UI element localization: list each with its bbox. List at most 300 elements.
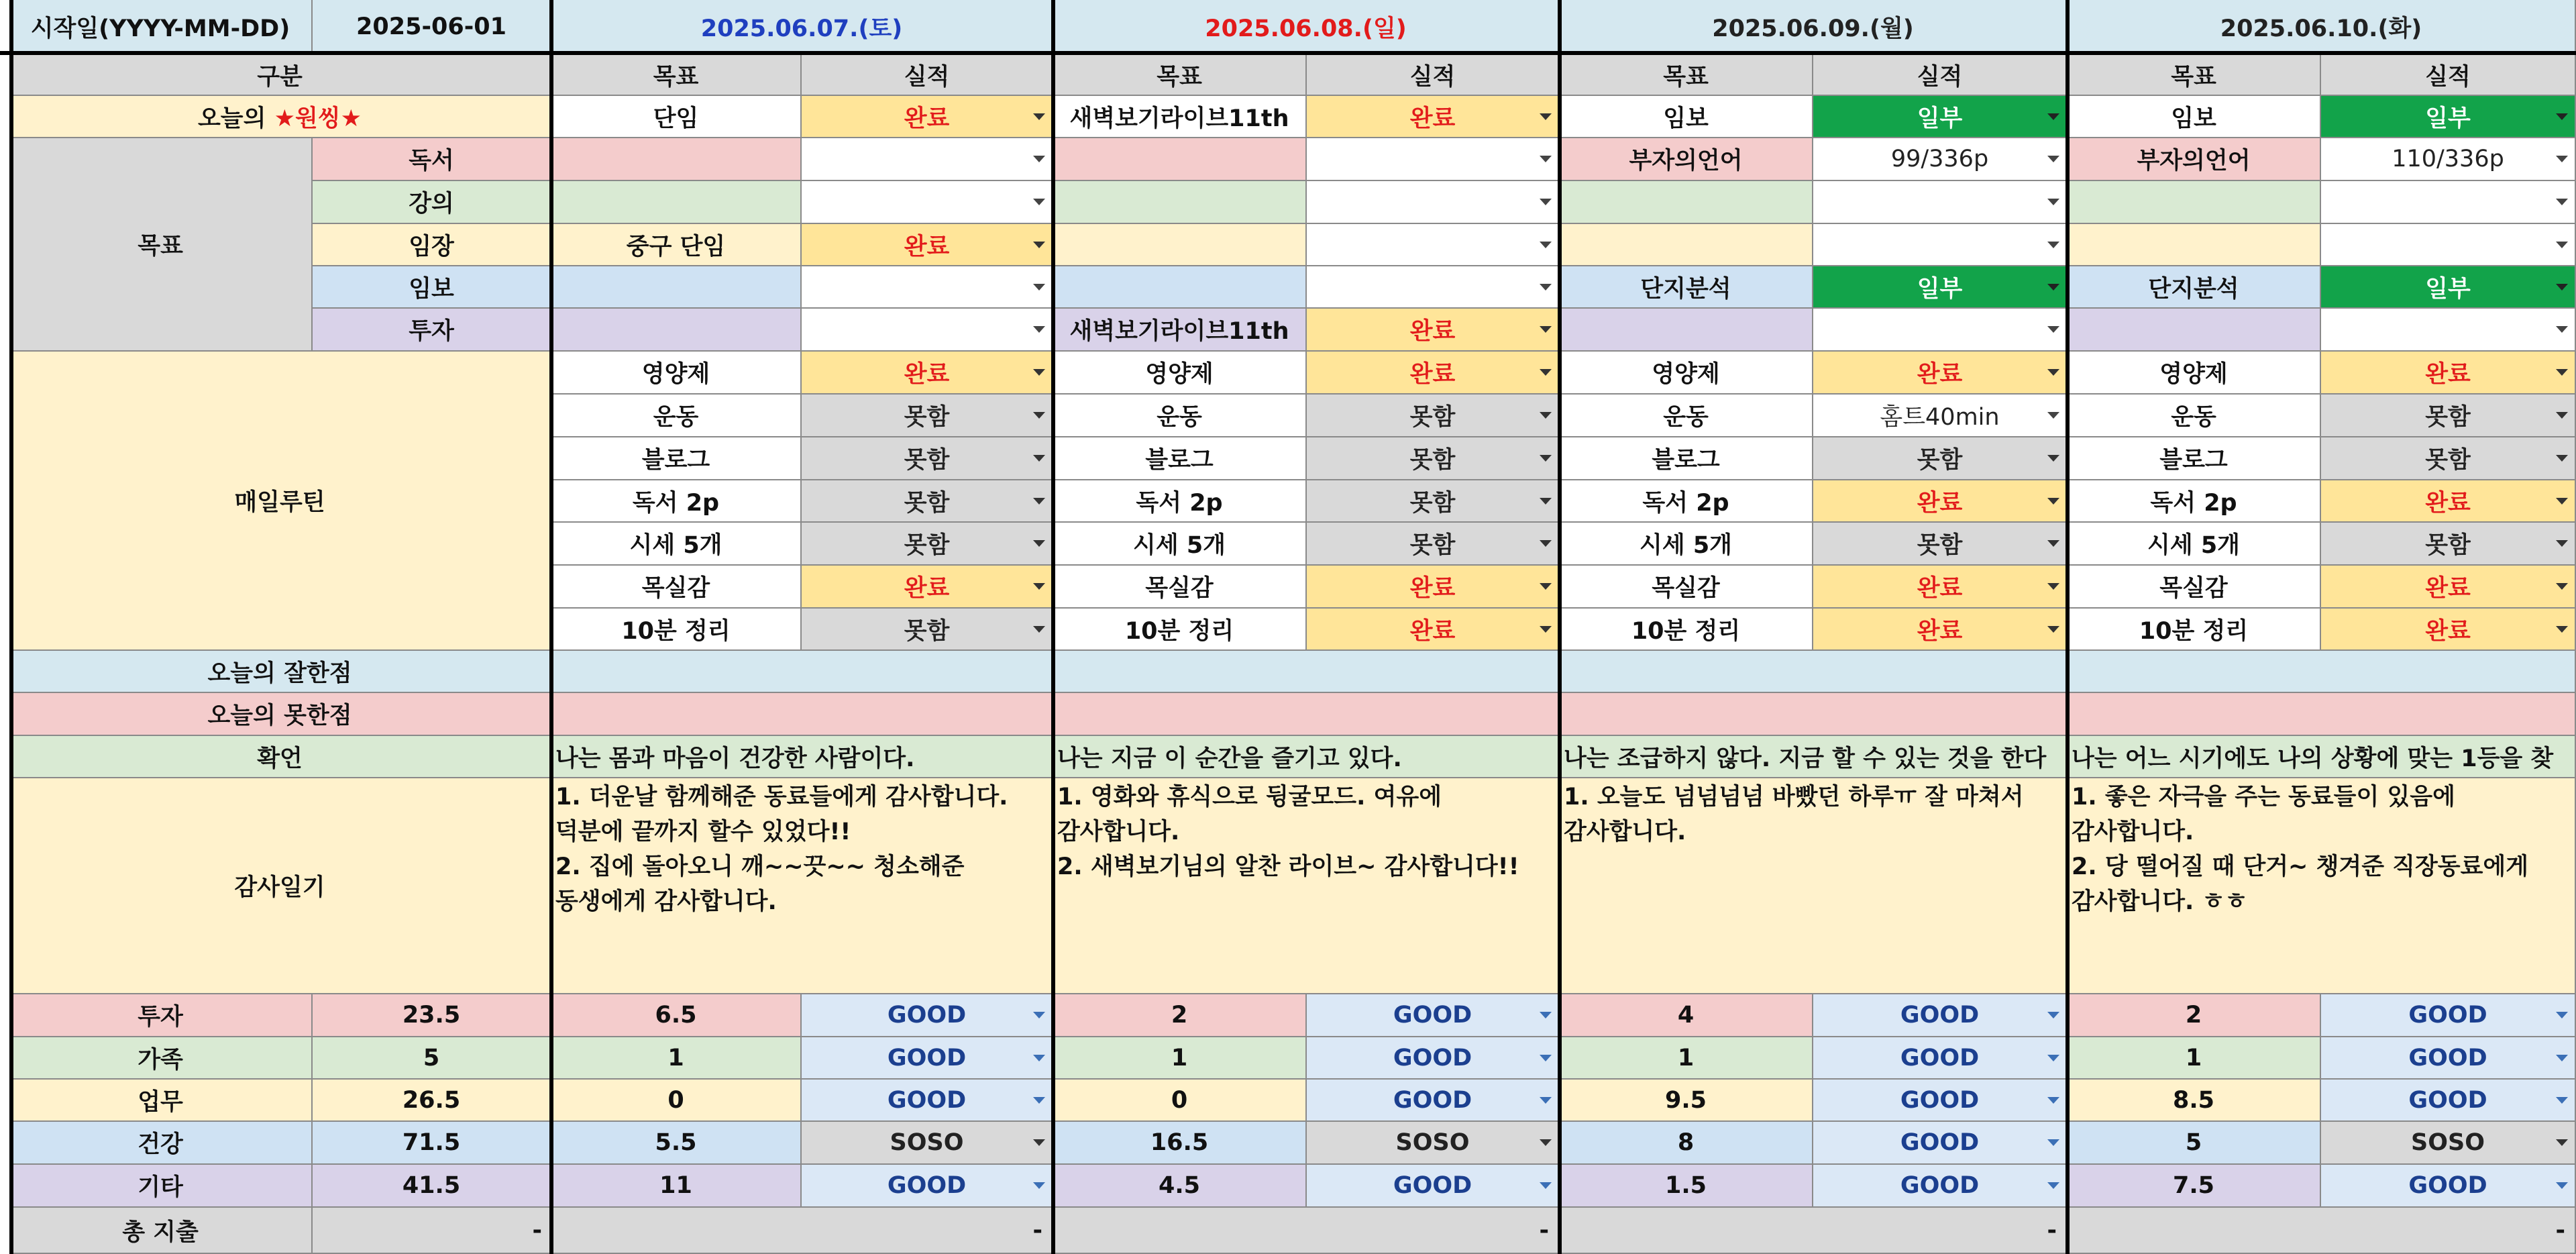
bad-point-input[interactable] bbox=[1053, 693, 1560, 736]
goal-col-header bbox=[2068, 55, 2321, 96]
goal-item-label-text: 독서 bbox=[409, 148, 454, 174]
goal-result-dropdown[interactable] bbox=[1813, 309, 2068, 352]
routine-result-dropdown-text: 못함 bbox=[1917, 447, 1963, 474]
goal-result-dropdown[interactable] bbox=[2321, 224, 2576, 266]
chevron-down-icon[interactable] bbox=[1540, 113, 1552, 120]
routine-result-dropdown-text: 완료 bbox=[2425, 617, 2471, 645]
routine-result-dropdown[interactable] bbox=[1813, 609, 2068, 651]
spend-status-dropdown[interactable] bbox=[2321, 1037, 2576, 1080]
routine-result-dropdown-text: 못함 bbox=[2425, 404, 2471, 431]
day-date-header bbox=[2068, 0, 2576, 55]
routine-name-text: 블로그 bbox=[2159, 447, 2228, 474]
spend-value[interactable] bbox=[551, 1122, 802, 1165]
chevron-down-icon[interactable] bbox=[1033, 583, 1045, 590]
routine-name bbox=[551, 523, 802, 566]
one-thing-goal[interactable] bbox=[551, 96, 802, 138]
spend-status-dropdown[interactable] bbox=[1307, 1080, 1560, 1122]
chevron-down-icon[interactable] bbox=[1033, 455, 1045, 462]
start-date-value-text: 2025-06-01 bbox=[356, 13, 506, 40]
chevron-down-icon[interactable] bbox=[2556, 626, 2568, 633]
goal-result-dropdown[interactable] bbox=[1813, 266, 2068, 309]
goal-result-dropdown[interactable] bbox=[802, 181, 1053, 224]
goal-result-dropdown[interactable] bbox=[802, 224, 1053, 266]
routine-name bbox=[551, 480, 802, 523]
goal-cell[interactable] bbox=[2068, 266, 2321, 309]
goal-result-dropdown[interactable] bbox=[1307, 266, 1560, 309]
chevron-down-icon[interactable] bbox=[1540, 199, 1552, 205]
chevron-down-icon[interactable] bbox=[2556, 284, 2568, 291]
routine-name-text: 운동 bbox=[653, 404, 699, 431]
chevron-down-icon[interactable] bbox=[1540, 412, 1552, 419]
spend-status-dropdown-text: SOSO bbox=[2411, 1129, 2485, 1156]
spend-category-total-text: 26.5 bbox=[402, 1086, 461, 1114]
bad-point-input[interactable] bbox=[2068, 693, 2576, 736]
chevron-down-icon[interactable] bbox=[1540, 284, 1552, 291]
routine-name bbox=[551, 352, 802, 395]
routine-result-dropdown[interactable] bbox=[2321, 609, 2576, 651]
chevron-down-icon[interactable] bbox=[1540, 1055, 1552, 1061]
day-date-header-text: 2025.06.07.(토) bbox=[700, 15, 903, 42]
goal-result-dropdown[interactable] bbox=[802, 138, 1053, 181]
chevron-down-icon[interactable] bbox=[1540, 455, 1552, 462]
spend-value[interactable] bbox=[551, 1165, 802, 1208]
goal-cell[interactable] bbox=[1560, 181, 1813, 224]
spend-value[interactable] bbox=[1053, 1122, 1307, 1165]
spend-value[interactable] bbox=[2068, 994, 2321, 1037]
chevron-down-icon[interactable] bbox=[1540, 498, 1552, 505]
spend-value-text: 1 bbox=[1677, 1044, 1695, 1072]
chevron-down-icon[interactable] bbox=[1540, 1139, 1552, 1146]
spend-status-dropdown[interactable] bbox=[802, 1037, 1053, 1080]
routine-result-dropdown[interactable] bbox=[2321, 437, 2576, 480]
routine-name bbox=[1560, 352, 1813, 395]
routine-result-dropdown[interactable] bbox=[1813, 480, 2068, 523]
routine-result-dropdown[interactable] bbox=[2321, 395, 2576, 437]
spend-status-dropdown[interactable] bbox=[1813, 1122, 2068, 1165]
goal-result-dropdown[interactable] bbox=[1813, 224, 2068, 266]
chevron-down-icon[interactable] bbox=[1033, 242, 1045, 248]
routine-result-dropdown-text: 못함 bbox=[2425, 532, 2471, 559]
goal-result-dropdown[interactable] bbox=[1307, 181, 1560, 224]
spend-value[interactable] bbox=[2068, 1037, 2321, 1080]
one-thing-result-dropdown-text: 완료 bbox=[904, 105, 950, 132]
routine-result-dropdown[interactable] bbox=[802, 480, 1053, 523]
routine-result-dropdown-text: 완료 bbox=[1917, 361, 1963, 388]
routine-name bbox=[551, 395, 802, 437]
goal-cell[interactable] bbox=[1560, 138, 1813, 181]
one-thing-result-dropdown[interactable] bbox=[1813, 96, 2068, 138]
spend-status-dropdown-text: GOOD bbox=[2408, 1172, 2487, 1199]
good-point-input[interactable] bbox=[2068, 651, 2576, 693]
spend-status-dropdown-text: GOOD bbox=[1900, 1086, 1980, 1114]
routine-result-dropdown[interactable] bbox=[1307, 523, 1560, 566]
goal-result-dropdown[interactable] bbox=[802, 266, 1053, 309]
result-col-header-text: 실적 bbox=[2425, 63, 2471, 91]
one-thing-goal-text: 단임 bbox=[653, 105, 699, 132]
chevron-down-icon[interactable] bbox=[2047, 113, 2059, 120]
one-thing-goal[interactable] bbox=[1053, 96, 1307, 138]
routine-name-text: 영양제 bbox=[641, 361, 710, 388]
spend-value-text: 7.5 bbox=[2172, 1172, 2214, 1199]
one-thing-label bbox=[9, 96, 551, 138]
routine-result-dropdown[interactable] bbox=[1813, 352, 2068, 395]
day-date-header bbox=[551, 0, 1053, 55]
routine-name-text: 목실감 bbox=[641, 575, 710, 602]
spend-value-text: 16.5 bbox=[1150, 1129, 1209, 1156]
routine-name bbox=[2068, 566, 2321, 609]
goal-result-dropdown[interactable] bbox=[802, 309, 1053, 352]
routine-result-dropdown[interactable] bbox=[1813, 395, 2068, 437]
spend-value-text: 1 bbox=[1171, 1044, 1188, 1072]
goal-col-header-text: 목표 bbox=[1157, 63, 1202, 91]
spend-value-text: 2 bbox=[2185, 1002, 2202, 1029]
spend-status-dropdown[interactable] bbox=[1307, 994, 1560, 1037]
chevron-down-icon[interactable] bbox=[2047, 284, 2059, 291]
goal-result-dropdown[interactable] bbox=[1813, 181, 2068, 224]
chevron-down-icon[interactable] bbox=[2556, 1097, 2568, 1104]
chevron-down-icon[interactable] bbox=[2556, 113, 2568, 120]
spend-status-dropdown[interactable] bbox=[802, 1080, 1053, 1122]
chevron-down-icon[interactable] bbox=[2556, 369, 2568, 376]
routine-name-text: 독서 2p bbox=[2150, 489, 2237, 517]
chevron-down-icon[interactable] bbox=[2556, 583, 2568, 590]
spend-value[interactable] bbox=[2068, 1122, 2321, 1165]
chevron-down-icon[interactable] bbox=[1033, 412, 1045, 419]
spend-value[interactable] bbox=[551, 994, 802, 1037]
routine-result-dropdown-text: 완료 bbox=[2425, 575, 2471, 602]
goal-cell[interactable] bbox=[551, 224, 802, 266]
routine-result-dropdown[interactable] bbox=[802, 566, 1053, 609]
chevron-down-icon[interactable] bbox=[2047, 583, 2059, 590]
goal-result-dropdown[interactable] bbox=[1307, 309, 1560, 352]
good-point-input[interactable] bbox=[551, 651, 1053, 693]
routine-result-dropdown[interactable] bbox=[2321, 566, 2576, 609]
chevron-down-icon[interactable] bbox=[1540, 242, 1552, 248]
routine-name-text: 독서 2p bbox=[1136, 489, 1223, 517]
spend-status-dropdown-text: GOOD bbox=[1393, 1044, 1472, 1072]
chevron-down-icon[interactable] bbox=[2047, 412, 2059, 419]
chevron-down-icon[interactable] bbox=[2556, 1012, 2568, 1018]
routine-name-text: 시세 5개 bbox=[1640, 532, 1732, 559]
chevron-down-icon[interactable] bbox=[1033, 1139, 1045, 1146]
spend-value-text: 11 bbox=[659, 1172, 692, 1199]
routine-result-dropdown[interactable] bbox=[802, 609, 1053, 651]
chevron-down-icon[interactable] bbox=[2047, 1012, 2059, 1018]
routine-name-text: 시세 5개 bbox=[2147, 532, 2240, 559]
chevron-down-icon[interactable] bbox=[1033, 1182, 1045, 1189]
routine-result-dropdown[interactable] bbox=[1813, 437, 2068, 480]
bad-point-input[interactable] bbox=[1560, 693, 2068, 736]
chevron-down-icon[interactable] bbox=[2047, 540, 2059, 547]
spend-status-dropdown[interactable] bbox=[1307, 1037, 1560, 1080]
one-thing-result-dropdown-text: 완료 bbox=[1409, 105, 1456, 132]
chevron-down-icon[interactable] bbox=[1540, 156, 1552, 162]
gratitude-input[interactable] bbox=[1053, 778, 1560, 994]
goal-cell[interactable] bbox=[2068, 309, 2321, 352]
chevron-down-icon[interactable] bbox=[2047, 156, 2059, 162]
chevron-down-icon[interactable] bbox=[1033, 1012, 1045, 1018]
result-col-header-text: 실적 bbox=[1409, 63, 1456, 91]
day-divider bbox=[2065, 0, 2070, 1254]
routine-result-dropdown[interactable] bbox=[1307, 395, 1560, 437]
affirmation-input[interactable] bbox=[551, 736, 1053, 778]
goal-result-dropdown[interactable] bbox=[1813, 138, 2068, 181]
chevron-down-icon[interactable] bbox=[2047, 498, 2059, 505]
chevron-down-icon[interactable] bbox=[2556, 326, 2568, 333]
routine-result-dropdown[interactable] bbox=[1307, 480, 1560, 523]
goal-result-dropdown[interactable] bbox=[1307, 224, 1560, 266]
goal-result-dropdown[interactable] bbox=[2321, 309, 2576, 352]
spend-value[interactable] bbox=[1560, 994, 1813, 1037]
chevron-down-icon[interactable] bbox=[2047, 1055, 2059, 1061]
spend-value[interactable] bbox=[1560, 1037, 1813, 1080]
spend-category-total-text: 5 bbox=[423, 1044, 440, 1072]
chevron-down-icon[interactable] bbox=[1540, 540, 1552, 547]
spend-value[interactable] bbox=[551, 1037, 802, 1080]
chevron-down-icon[interactable] bbox=[2047, 242, 2059, 248]
spend-status-dropdown[interactable] bbox=[1307, 1165, 1560, 1208]
goal-cell[interactable] bbox=[551, 266, 802, 309]
chevron-down-icon[interactable] bbox=[1033, 1055, 1045, 1061]
day-total-spend bbox=[1560, 1208, 2068, 1254]
routine-result-dropdown[interactable] bbox=[2321, 352, 2576, 395]
one-thing-result-dropdown[interactable] bbox=[1307, 96, 1560, 138]
spend-status-dropdown[interactable] bbox=[1813, 1037, 2068, 1080]
chevron-down-icon[interactable] bbox=[2047, 326, 2059, 333]
spend-status-dropdown-text: GOOD bbox=[2408, 1044, 2487, 1072]
spend-value[interactable] bbox=[2068, 1165, 2321, 1208]
spend-value[interactable] bbox=[1053, 1080, 1307, 1122]
bad-point-label bbox=[9, 693, 551, 736]
start-date-value[interactable] bbox=[313, 0, 551, 55]
chevron-down-icon[interactable] bbox=[2556, 156, 2568, 162]
chevron-down-icon[interactable] bbox=[1033, 113, 1045, 120]
chevron-down-icon[interactable] bbox=[1540, 369, 1552, 376]
routine-result-dropdown[interactable] bbox=[802, 395, 1053, 437]
one-thing-result-dropdown-text: 일부 bbox=[1917, 105, 1963, 132]
chevron-down-icon[interactable] bbox=[2556, 1055, 2568, 1061]
chevron-down-icon[interactable] bbox=[1033, 1097, 1045, 1104]
total-spend-label bbox=[9, 1208, 313, 1254]
chevron-down-icon[interactable] bbox=[1033, 626, 1045, 633]
chevron-down-icon[interactable] bbox=[2556, 242, 2568, 248]
bad-point-label-text: 오늘의 못한점 bbox=[207, 702, 352, 729]
spend-status-dropdown[interactable] bbox=[2321, 1122, 2576, 1165]
one-thing-star: ★원씽★ bbox=[274, 105, 362, 132]
affirmation-input-text: 나는 어느 시기에도 나의 상황에 맞는 1등을 찾 bbox=[2072, 745, 2554, 772]
spend-status-dropdown[interactable] bbox=[1813, 1080, 2068, 1122]
goal-result-dropdown[interactable] bbox=[2321, 266, 2576, 309]
chevron-down-icon[interactable] bbox=[1033, 284, 1045, 291]
label-divider bbox=[549, 0, 553, 1254]
goal-cell[interactable] bbox=[1053, 309, 1307, 352]
routine-result-dropdown-text: 못함 bbox=[904, 532, 950, 559]
routine-result-dropdown-text: 못함 bbox=[904, 404, 950, 431]
gratitude-input[interactable] bbox=[551, 778, 1053, 994]
routine-result-dropdown[interactable] bbox=[1307, 566, 1560, 609]
spend-status-dropdown[interactable] bbox=[802, 1165, 1053, 1208]
goal-cell[interactable] bbox=[1053, 181, 1307, 224]
routine-name bbox=[2068, 609, 2321, 651]
chevron-down-icon[interactable] bbox=[1033, 326, 1045, 333]
spend-value[interactable] bbox=[1560, 1080, 1813, 1122]
one-thing-goal[interactable] bbox=[2068, 96, 2321, 138]
goal-cell[interactable] bbox=[1560, 224, 1813, 266]
chevron-down-icon[interactable] bbox=[1540, 1012, 1552, 1018]
routine-result-dropdown[interactable] bbox=[1307, 437, 1560, 480]
goal-cell[interactable] bbox=[551, 309, 802, 352]
routine-name bbox=[1560, 609, 1813, 651]
good-point-input[interactable] bbox=[1053, 651, 1560, 693]
goal-cell[interactable] bbox=[1053, 138, 1307, 181]
routine-result-dropdown[interactable] bbox=[802, 523, 1053, 566]
goal-cell[interactable] bbox=[2068, 181, 2321, 224]
routine-result-dropdown[interactable] bbox=[1307, 609, 1560, 651]
chevron-down-icon[interactable] bbox=[1540, 626, 1552, 633]
goal-cell[interactable] bbox=[2068, 138, 2321, 181]
chevron-down-icon[interactable] bbox=[2556, 540, 2568, 547]
goal-cell[interactable] bbox=[551, 181, 802, 224]
spend-category-total bbox=[313, 1165, 551, 1208]
chevron-down-icon[interactable] bbox=[1033, 498, 1045, 505]
routine-name bbox=[2068, 352, 2321, 395]
spend-category-total bbox=[313, 1080, 551, 1122]
chevron-down-icon[interactable] bbox=[1540, 1097, 1552, 1104]
routine-result-dropdown-text: 완료 bbox=[1409, 617, 1456, 645]
routine-result-dropdown[interactable] bbox=[2321, 523, 2576, 566]
chevron-down-icon[interactable] bbox=[2047, 199, 2059, 205]
routine-name-text: 영양제 bbox=[1145, 361, 1214, 388]
spend-value[interactable] bbox=[1053, 994, 1307, 1037]
routine-result-dropdown[interactable] bbox=[1813, 566, 2068, 609]
spend-category-label-text: 건강 bbox=[138, 1131, 183, 1158]
routine-name-text: 블로그 bbox=[641, 447, 710, 474]
spend-status-dropdown[interactable] bbox=[2321, 1165, 2576, 1208]
spend-status-dropdown[interactable] bbox=[1813, 994, 2068, 1037]
chevron-down-icon[interactable] bbox=[2556, 412, 2568, 419]
goal-item-label-text: 임보 bbox=[409, 275, 454, 303]
routine-name-text: 목실감 bbox=[1145, 575, 1214, 602]
goal-cell[interactable] bbox=[1560, 266, 1813, 309]
bad-point-input[interactable] bbox=[551, 693, 1053, 736]
spend-status-dropdown-text: GOOD bbox=[1393, 1002, 1472, 1029]
chevron-down-icon[interactable] bbox=[2047, 1097, 2059, 1104]
one-thing-result-dropdown[interactable] bbox=[2321, 96, 2576, 138]
spend-value[interactable] bbox=[551, 1080, 802, 1122]
goal-cell[interactable] bbox=[1053, 224, 1307, 266]
goal-cell[interactable] bbox=[1053, 266, 1307, 309]
chevron-down-icon[interactable] bbox=[2047, 626, 2059, 633]
routine-result-dropdown[interactable] bbox=[802, 352, 1053, 395]
goal-col-header bbox=[551, 55, 802, 96]
routine-result-dropdown-text: 홈트40min bbox=[1880, 404, 2000, 431]
one-thing-result-dropdown[interactable] bbox=[802, 96, 1053, 138]
chevron-down-icon[interactable] bbox=[2556, 498, 2568, 505]
chevron-down-icon[interactable] bbox=[1540, 326, 1552, 333]
spend-value[interactable] bbox=[1560, 1122, 1813, 1165]
chevron-down-icon[interactable] bbox=[2556, 455, 2568, 462]
goal-result-dropdown[interactable] bbox=[2321, 181, 2576, 224]
chevron-down-icon[interactable] bbox=[2047, 455, 2059, 462]
spend-category-total-text: 41.5 bbox=[402, 1172, 461, 1199]
spend-category-label bbox=[9, 994, 313, 1037]
goal-cell[interactable] bbox=[2068, 224, 2321, 266]
spend-value-text: 1 bbox=[667, 1044, 684, 1072]
routine-result-dropdown[interactable] bbox=[1307, 352, 1560, 395]
goal-item-label-text: 투자 bbox=[409, 318, 454, 345]
day-total-spend bbox=[551, 1208, 1053, 1254]
routine-name-text: 10분 정리 bbox=[621, 617, 731, 645]
chevron-down-icon[interactable] bbox=[1033, 369, 1045, 376]
goal-result-dropdown-text: 완료 bbox=[904, 233, 950, 260]
chevron-down-icon[interactable] bbox=[2556, 199, 2568, 205]
routine-name bbox=[551, 437, 802, 480]
spend-status-dropdown[interactable] bbox=[2321, 994, 2576, 1037]
routine-name-text: 독서 2p bbox=[632, 489, 720, 517]
goal-result-dropdown[interactable] bbox=[2321, 138, 2576, 181]
gratitude-input-text: 1. 영화와 휴식으로 뒹굴모드. 여유에 감사합니다. 2. 새벽보기님의 알찬 라이브~ 감사합니다!! bbox=[1057, 784, 1519, 880]
chevron-down-icon[interactable] bbox=[2556, 1139, 2568, 1146]
goal-cell[interactable] bbox=[551, 138, 802, 181]
chevron-down-icon[interactable] bbox=[2047, 1139, 2059, 1146]
routine-name bbox=[1053, 352, 1307, 395]
chevron-down-icon[interactable] bbox=[1540, 1182, 1552, 1189]
spend-status-dropdown[interactable] bbox=[1307, 1122, 1560, 1165]
spend-status-dropdown[interactable] bbox=[802, 1122, 1053, 1165]
spend-value[interactable] bbox=[1053, 1165, 1307, 1208]
goals-group-label-text: 목표 bbox=[138, 233, 183, 260]
chevron-down-icon[interactable] bbox=[2556, 1182, 2568, 1189]
gratitude-input[interactable] bbox=[1560, 778, 2068, 994]
goal-result-dropdown[interactable] bbox=[1307, 138, 1560, 181]
gratitude-input[interactable] bbox=[2068, 778, 2576, 994]
chevron-down-icon[interactable] bbox=[1033, 199, 1045, 205]
chevron-down-icon[interactable] bbox=[1033, 540, 1045, 547]
routine-result-dropdown[interactable] bbox=[2321, 480, 2576, 523]
goal-item-label bbox=[313, 181, 551, 224]
spend-status-dropdown[interactable] bbox=[802, 994, 1053, 1037]
routine-result-dropdown-text: 완료 bbox=[904, 361, 950, 388]
routine-result-dropdown-text: 못함 bbox=[1917, 532, 1963, 559]
routine-result-dropdown-text: 완료 bbox=[1409, 575, 1456, 602]
spend-value[interactable] bbox=[1560, 1165, 1813, 1208]
spend-status-dropdown[interactable] bbox=[1813, 1165, 2068, 1208]
affirmation-input[interactable] bbox=[1560, 736, 2068, 778]
goal-item-label-text: 임장 bbox=[409, 233, 454, 260]
spend-value-text: 6.5 bbox=[655, 1002, 697, 1029]
spend-category-total bbox=[313, 1122, 551, 1165]
spend-value[interactable] bbox=[1053, 1037, 1307, 1080]
spend-category-label bbox=[9, 1165, 313, 1208]
spend-status-dropdown[interactable] bbox=[2321, 1080, 2576, 1122]
routine-result-dropdown[interactable] bbox=[1813, 523, 2068, 566]
routine-result-dropdown[interactable] bbox=[802, 437, 1053, 480]
total-spend-sum bbox=[313, 1208, 551, 1254]
good-point-input[interactable] bbox=[1560, 651, 2068, 693]
chevron-down-icon[interactable] bbox=[1540, 583, 1552, 590]
affirmation-input[interactable] bbox=[1053, 736, 1560, 778]
goal-cell[interactable] bbox=[1560, 309, 1813, 352]
chevron-down-icon[interactable] bbox=[2047, 1182, 2059, 1189]
spend-value[interactable] bbox=[2068, 1080, 2321, 1122]
chevron-down-icon[interactable] bbox=[1033, 156, 1045, 162]
start-date-label-text: 시작일(YYYY-MM-DD) bbox=[30, 15, 290, 42]
spend-category-label-text: 업무 bbox=[138, 1088, 183, 1116]
affirmation-input[interactable] bbox=[2068, 736, 2576, 778]
one-thing-goal[interactable] bbox=[1560, 96, 1813, 138]
chevron-down-icon[interactable] bbox=[2047, 369, 2059, 376]
spend-status-dropdown-text: GOOD bbox=[1900, 1002, 1980, 1029]
